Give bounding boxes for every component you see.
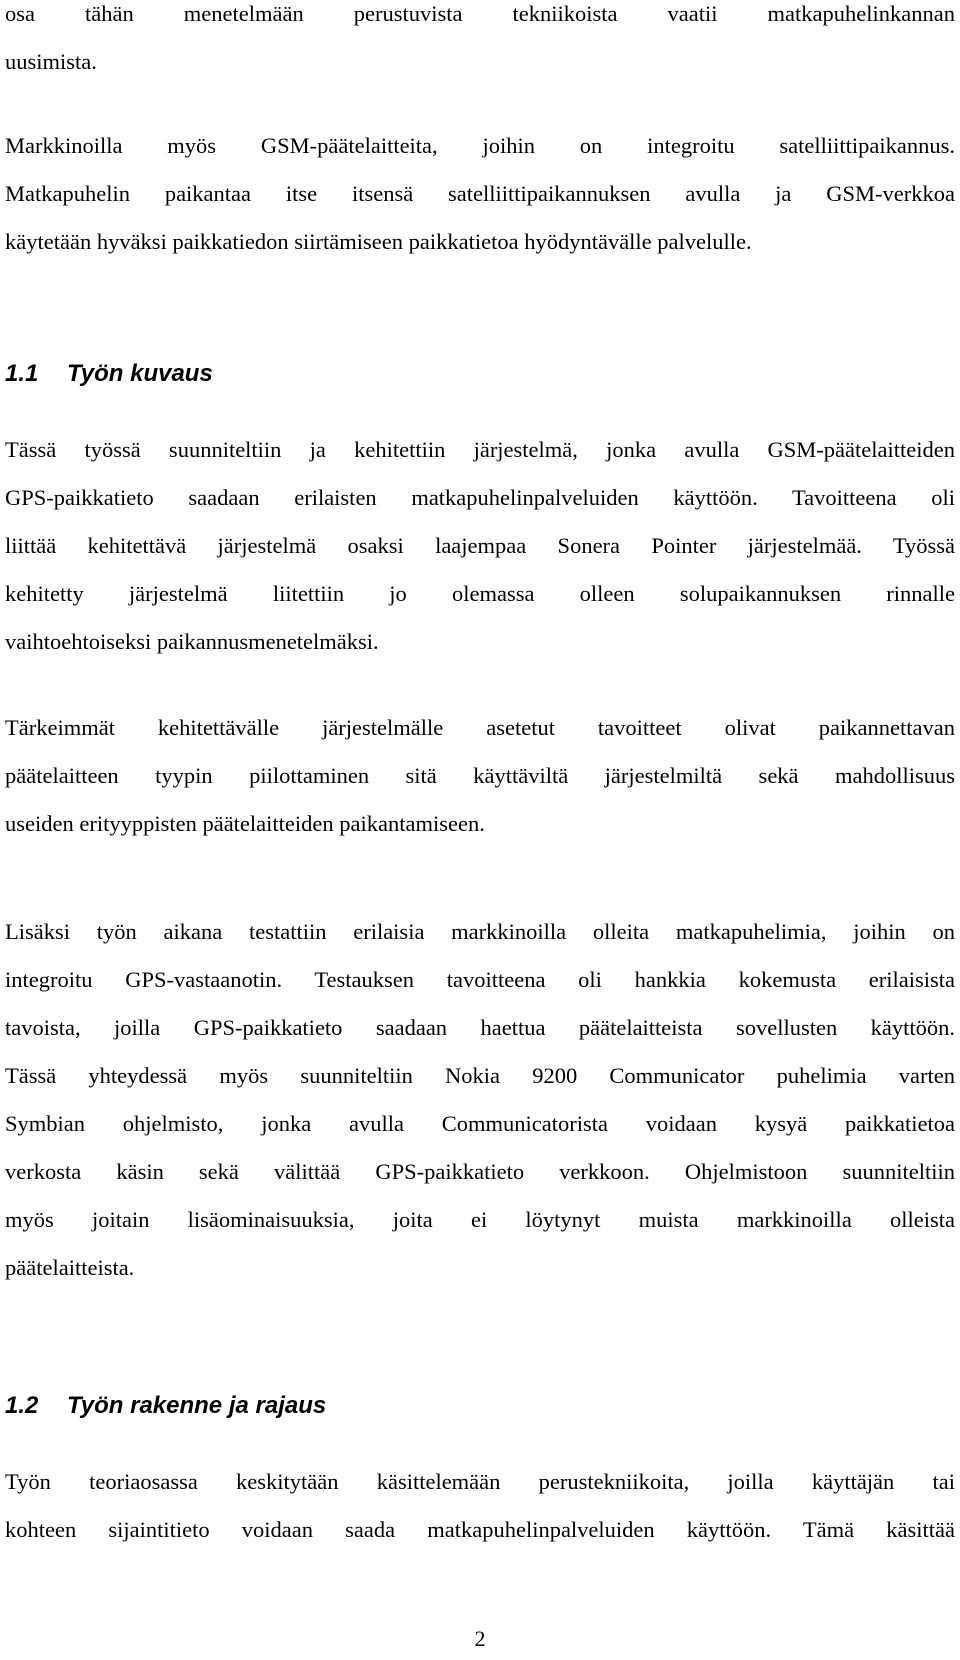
text-line: päätelaitteen tyypin piilottaminen sitä käyttäviltä järjestelmiltä sekä mahdollisuus (5, 763, 955, 788)
text-line: vaihtoehtoiseksi paikannusmenetelmäksi. (5, 629, 379, 654)
text-line: verkosta käsin sekä välittää GPS-paikkatieto verkkoon. Ohjelmistoon suunniteltiin (5, 1159, 955, 1184)
text-line: Lisäksi työn aikana testattiin erilaisia markkinoilla olleita matkapuhelimia, joihin on (5, 919, 955, 944)
text-line: GPS-paikkatieto saadaan erilaisten matkapuhelinpalveluiden käyttöön. Tavoitteena oli (5, 485, 955, 510)
text-line: Tässä yhteydessä myös suunniteltiin Nokia 9200 Communicator puhelimia varten (5, 1063, 955, 1088)
section-title: Työn kuvaus (67, 360, 213, 387)
section-1-2-paragraph-1 (5, 1458, 955, 1554)
section-number: 1.2 (5, 1392, 39, 1419)
text-line: tavoista, joilla GPS-paikkatieto saadaan haettua päätelaitteista sovellusten käyttöön. (5, 1015, 955, 1040)
section-heading-1-1 (5, 360, 213, 388)
section-heading-1-2 (5, 1392, 326, 1420)
text-line: Työn teoriaosassa keskitytään käsittelemään perustekniikoita, joilla käyttäjän tai (5, 1469, 955, 1494)
text-line: liittää kehitettävä järjestelmä osaksi laajempaa Sonera Pointer järjestelmää. Työssä (5, 533, 955, 558)
section-1-1-paragraph-1 (5, 426, 955, 666)
page-number: 2 (474, 1626, 486, 1651)
section-1-1-paragraph-2 (5, 704, 955, 848)
text-line: Symbian ohjelmisto, jonka avulla Communicatorista voidaan kysyä paikkatietoa (5, 1111, 955, 1136)
text-line: kehitetty järjestelmä liitettiin jo olemassa olleen solupaikannuksen rinnalle (5, 581, 955, 606)
section-1-1-paragraph-3 (5, 908, 955, 1292)
text-line: kohteen sijaintitieto voidaan saada matkapuhelinpalveluiden käyttöön. Tämä käsittää (5, 1517, 955, 1542)
text-line: useiden erityyppisten päätelaitteiden paikantamiseen. (5, 811, 485, 836)
text-line: integroitu GPS-vastaanotin. Testauksen tavoitteena oli hankkia kokemusta erilaisista (5, 967, 955, 992)
text-line: myös joitain lisäominaisuuksia, joita ei löytynyt muista markkinoilla olleista (5, 1207, 955, 1232)
text-line: uusimista. (5, 49, 97, 74)
text-line: käytetään hyväksi paikkatiedon siirtämiseen paikkatietoa hyödyntävälle palvelulle. (5, 229, 752, 254)
text-line: Tärkeimmät kehitettävälle järjestelmälle asetetut tavoitteet olivat paikannettavan (5, 715, 955, 740)
intro-paragraph-2 (5, 122, 955, 266)
section-title: Työn rakenne ja rajaus (67, 1392, 327, 1419)
text-line: Markkinoilla myös GSM-päätelaitteita, joihin on integroitu satelliittipaikannus. (5, 133, 955, 158)
text-line: päätelaitteista. (5, 1255, 135, 1280)
text-line: Matkapuhelin paikantaa itse itsensä satelliittipaikannuksen avulla ja GSM-verkkoa (5, 181, 955, 206)
intro-paragraph-1 (5, 0, 955, 86)
section-number: 1.1 (5, 360, 39, 387)
text-line: osa tähän menetelmään perustuvista tekniikoista vaatii matkapuhelinkannan (5, 1, 955, 26)
text-line: Tässä työssä suunniteltiin ja kehitettiin järjestelmä, jonka avulla GSM-päätelaitteiden (5, 437, 955, 462)
